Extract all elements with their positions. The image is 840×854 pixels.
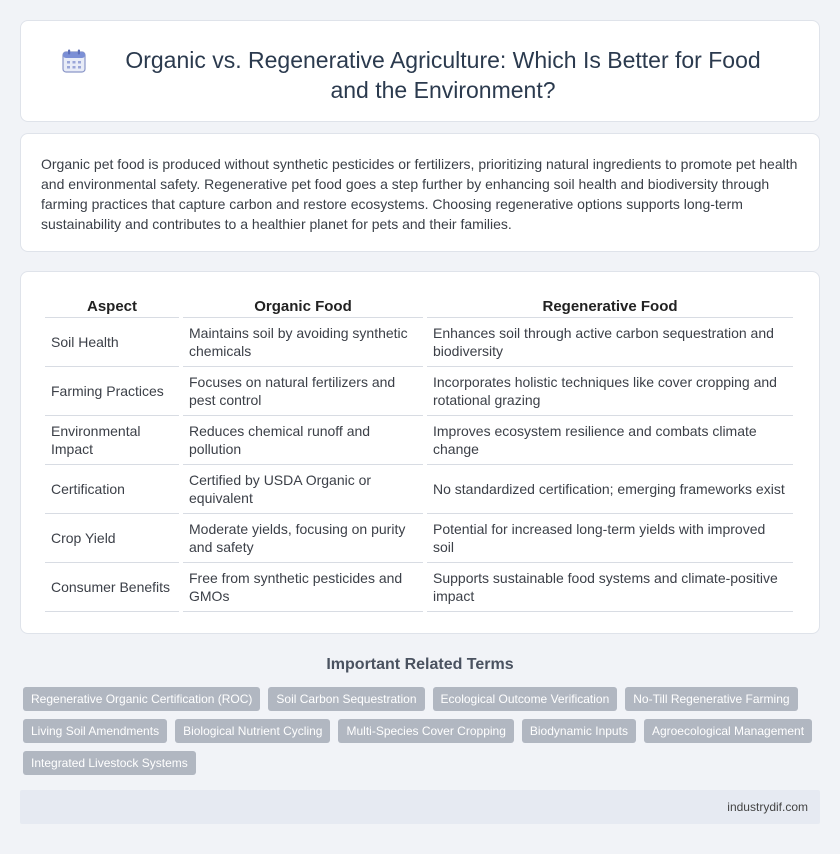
cell-aspect: Crop Yield xyxy=(45,514,179,563)
related-terms-list xyxy=(23,687,823,783)
related-terms-title: Important Related Terms xyxy=(326,656,514,673)
cell-organic: Free from synthetic pesticides and GMOs xyxy=(183,563,423,612)
table-row xyxy=(45,416,793,465)
cell-regenerative: No standardized certification; emerging frameworks exist xyxy=(427,465,793,514)
cell-organic: Maintains soil by avoiding synthetic chemicals xyxy=(183,318,423,367)
header-card xyxy=(20,20,820,122)
cell-regenerative: Incorporates holistic techniques like cover cropping and rotational grazing xyxy=(427,367,793,416)
column-header-organic: Organic Food xyxy=(183,292,423,318)
column-header-aspect: Aspect xyxy=(45,292,179,318)
cell-regenerative: Enhances soil through active carbon sequestration and biodiversity xyxy=(427,318,793,367)
cell-regenerative: Potential for increased long-term yields with improved soil xyxy=(427,514,793,563)
cell-aspect: Certification xyxy=(45,465,179,514)
table-row xyxy=(45,514,793,563)
term-tag[interactable]: No-Till Regenerative Farming xyxy=(625,687,797,711)
comparison-table-card xyxy=(20,271,820,634)
term-tag[interactable]: Regenerative Organic Certification (ROC) xyxy=(23,687,260,711)
cell-aspect: Environmental Impact xyxy=(45,416,179,465)
cell-aspect: Soil Health xyxy=(45,318,179,367)
footer xyxy=(20,790,820,824)
term-tag[interactable]: Ecological Outcome Verification xyxy=(433,687,618,711)
intro-card xyxy=(20,133,820,252)
term-tag[interactable]: Biological Nutrient Cycling xyxy=(175,719,330,743)
cell-organic: Focuses on natural fertilizers and pest control xyxy=(183,367,423,416)
table-row xyxy=(45,563,793,612)
term-tag[interactable]: Soil Carbon Sequestration xyxy=(268,687,424,711)
footer-site-link[interactable]: industrydif.com xyxy=(727,800,808,814)
cell-regenerative: Supports sustainable food systems and climate-positive impact xyxy=(427,563,793,612)
cell-organic: Reduces chemical runoff and pollution xyxy=(183,416,423,465)
table-row xyxy=(45,465,793,514)
cell-aspect: Consumer Benefits xyxy=(45,563,179,612)
table-header-row xyxy=(45,292,793,318)
comparison-table xyxy=(41,292,797,612)
cell-organic: Certified by USDA Organic or equivalent xyxy=(183,465,423,514)
cell-organic: Moderate yields, focusing on purity and safety xyxy=(183,514,423,563)
cell-aspect: Farming Practices xyxy=(45,367,179,416)
page-title: Organic vs. Regenerative Agriculture: Which Is Better for Food and the Environment? xyxy=(125,47,761,103)
cell-regenerative: Improves ecosystem resilience and combats climate change xyxy=(427,416,793,465)
table-row xyxy=(45,367,793,416)
intro-paragraph: Organic pet food is produced without synthetic pesticides or fertilizers, prioritizing natural ingredients to promote pet health and environmental safety. Regenerative pet food goes a step further by enhancing soil health and biodiversity through farming practices that capture carbon and restore ecosystems. Choosing regenerative options supports long-term sustainability and contributes to a healthier planet for pets and their families. xyxy=(41,156,798,232)
term-tag[interactable]: Biodynamic Inputs xyxy=(522,719,636,743)
table-row xyxy=(45,318,793,367)
column-header-regenerative: Regenerative Food xyxy=(427,292,793,318)
term-tag[interactable]: Agroecological Management xyxy=(644,719,812,743)
term-tag[interactable]: Multi-Species Cover Cropping xyxy=(338,719,513,743)
term-tag[interactable]: Living Soil Amendments xyxy=(23,719,167,743)
term-tag[interactable]: Integrated Livestock Systems xyxy=(23,751,196,775)
calendar-icon xyxy=(61,48,87,74)
